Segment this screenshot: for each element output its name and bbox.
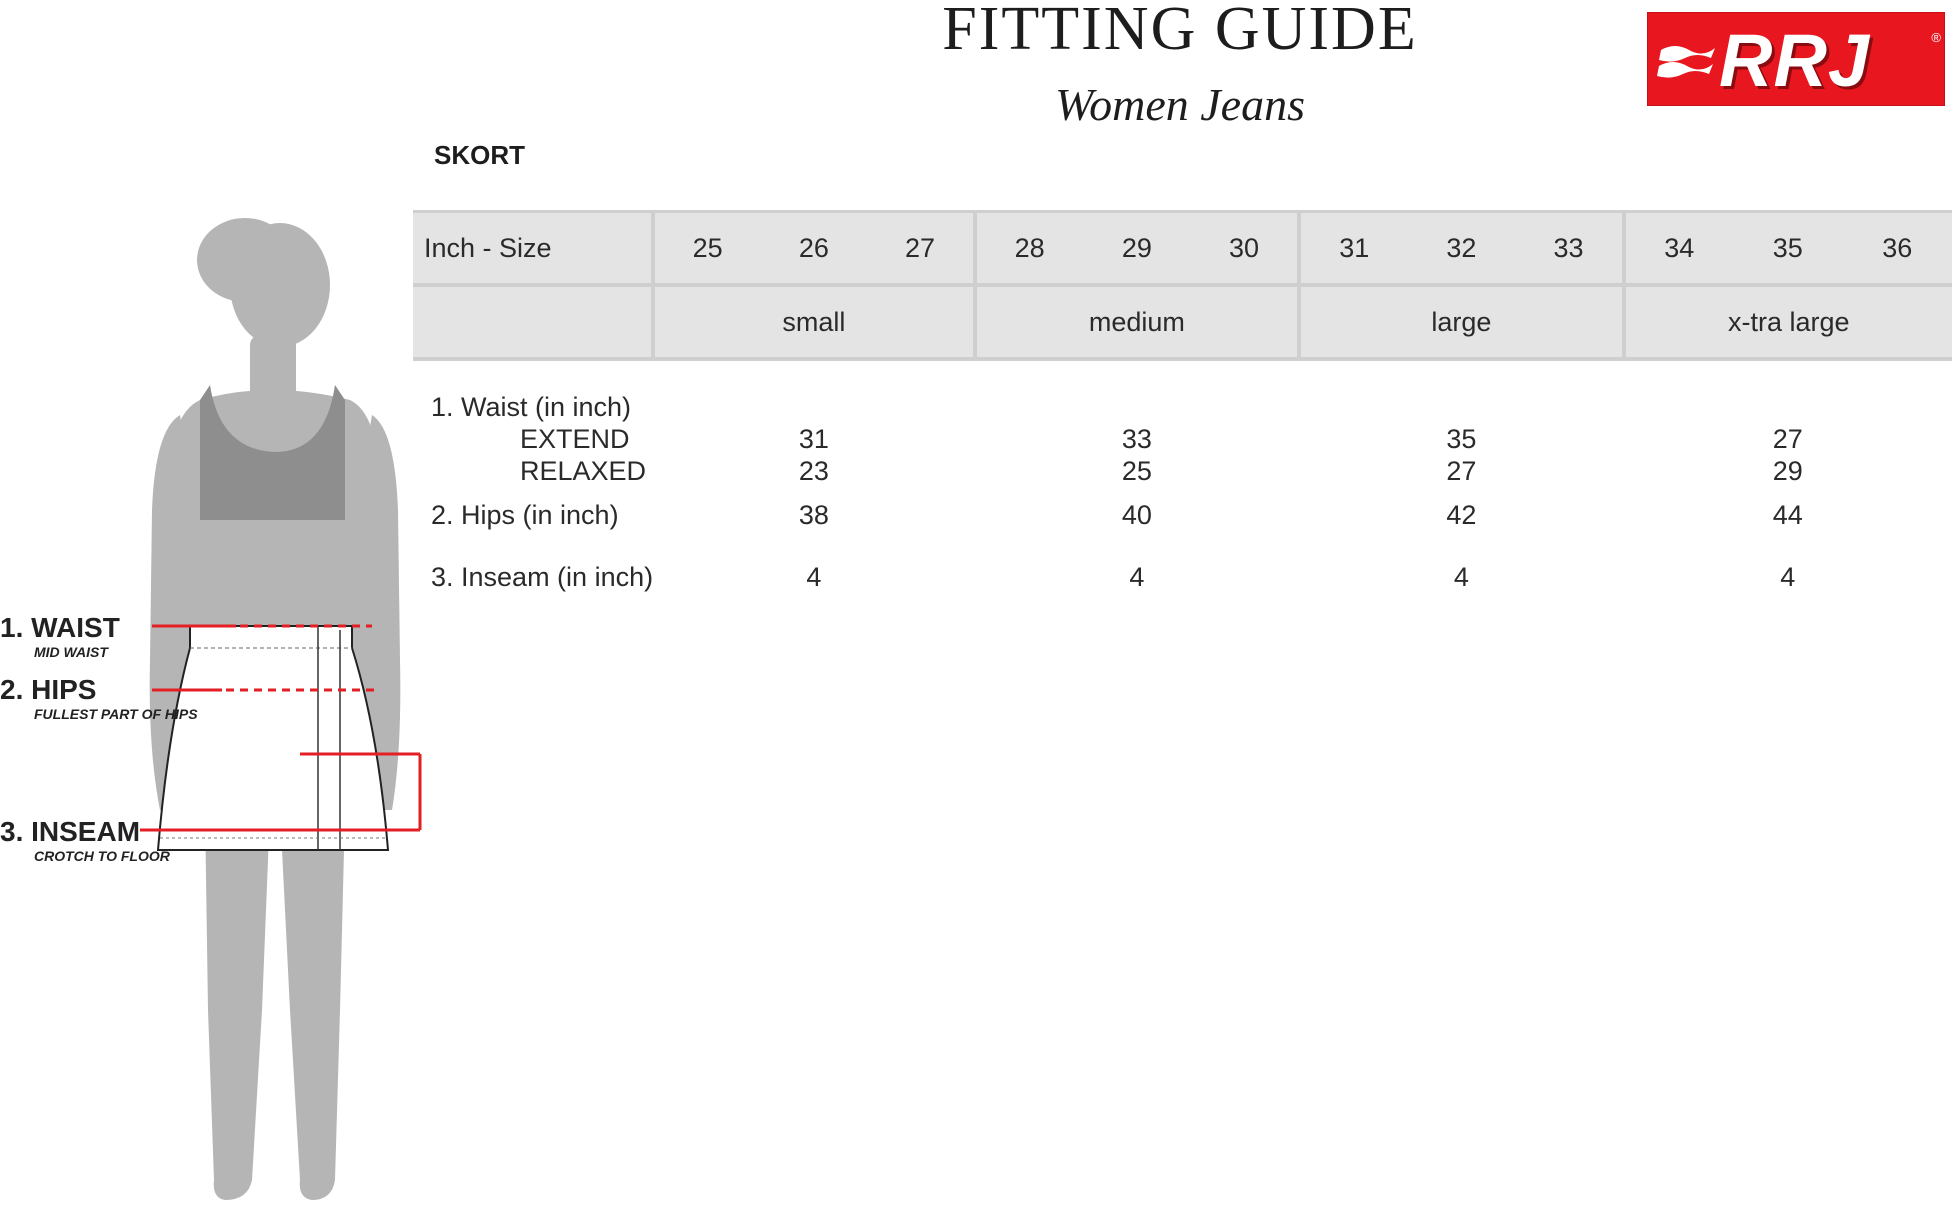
- wave-logo-icon: [1657, 36, 1717, 86]
- page-subtitle: Women Jeans: [1055, 79, 1305, 130]
- waist-label-row: [413, 391, 1952, 423]
- group-large: large: [1299, 285, 1623, 359]
- hips-measure-sub: FULLEST PART OF HIPS: [34, 706, 198, 722]
- inseam-row: [413, 561, 1952, 593]
- registered-mark: ®: [1931, 30, 1941, 45]
- group-medium: medium: [975, 285, 1300, 359]
- size-cell: 30: [1191, 212, 1299, 286]
- extend-label: EXTEND: [520, 424, 630, 454]
- group-header-row: [413, 285, 1952, 359]
- inseam-measure-sub: CROTCH TO FLOOR: [34, 848, 170, 864]
- inseam-medium: 4: [1129, 562, 1145, 592]
- inseam-small: 4: [806, 562, 822, 592]
- waist-extend-row: [413, 423, 1952, 455]
- product-name: SKORT: [434, 140, 525, 170]
- inseam-large: 4: [1453, 562, 1469, 592]
- waist-extend-large: 35: [1446, 424, 1477, 454]
- waist-measure-sub: MID WAIST: [34, 644, 108, 660]
- size-label: Inch - Size: [413, 212, 653, 286]
- relaxed-label: RELAXED: [520, 456, 647, 486]
- size-cell: 34: [1624, 212, 1733, 286]
- size-cell: 28: [975, 212, 1083, 286]
- logo-text: RRJ: [1719, 19, 1871, 102]
- hips-row: [413, 499, 1952, 531]
- size-cell: 27: [867, 212, 974, 286]
- hips-large: 42: [1446, 500, 1477, 530]
- waist-extend-small: 31: [798, 424, 829, 454]
- size-cell: 33: [1515, 212, 1623, 286]
- group-small: small: [653, 285, 974, 359]
- hips-small: 38: [798, 500, 829, 530]
- size-cell: 32: [1407, 212, 1515, 286]
- group-xtra-large: x-tra large: [1624, 285, 1952, 359]
- size-cell: 31: [1299, 212, 1407, 286]
- size-cell: 35: [1733, 212, 1842, 286]
- hips-xtra-large: 44: [1772, 500, 1803, 530]
- inseam-xtra-large: 4: [1780, 562, 1796, 592]
- hips-medium: 40: [1121, 500, 1152, 530]
- brand-logo: [1647, 12, 1945, 106]
- waist-relaxed-medium: 25: [1121, 456, 1152, 486]
- waist-relaxed-xtra-large: 29: [1772, 456, 1803, 486]
- size-header-row: [413, 212, 1952, 286]
- waist-measure-label: 1. WAIST: [0, 612, 120, 643]
- inseam-label: 3. Inseam (in inch): [431, 562, 654, 592]
- size-chart-table: [413, 210, 1952, 593]
- waist-relaxed-small: 23: [798, 456, 829, 486]
- waist-extend-medium: 33: [1121, 424, 1152, 454]
- group-label-empty: [413, 285, 653, 359]
- size-cell: 26: [760, 212, 867, 286]
- size-cell: 25: [653, 212, 760, 286]
- hips-label: 2. Hips (in inch): [431, 500, 619, 530]
- page-title: FITTING GUIDE: [942, 0, 1418, 63]
- inseam-measure-label: 3. INSEAM: [0, 816, 141, 847]
- skort-shape: [158, 626, 388, 850]
- waist-label: 1. Waist (in inch): [431, 392, 632, 422]
- size-cell: 36: [1842, 212, 1952, 286]
- waist-relaxed-large: 27: [1446, 456, 1477, 486]
- waist-extend-xtra-large: 27: [1772, 424, 1803, 454]
- size-cell: 29: [1083, 212, 1191, 286]
- hips-measure-label: 2. HIPS: [0, 674, 97, 705]
- waist-relaxed-row: [413, 455, 1952, 487]
